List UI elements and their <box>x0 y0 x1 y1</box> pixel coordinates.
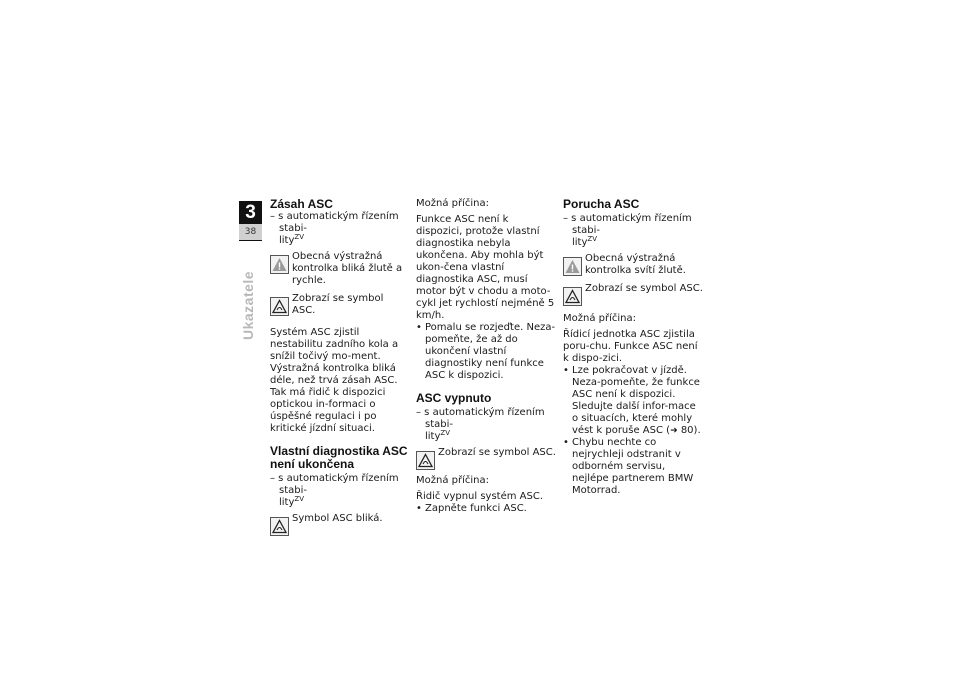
bullet-item: • Zapněte funkci ASC. <box>416 503 556 515</box>
column-1 <box>270 198 408 533</box>
warning-note: Obecná výstražná kontrolka bliká žlutě a rychle. <box>270 251 408 287</box>
chapter-number: 3 <box>245 202 256 223</box>
condition-line: – s automatickým řízením stabi- lity$^{ZV}$ <box>563 213 692 248</box>
condition-line: – s automatickým řízením stabi- lity$^{ZV}$ <box>416 407 545 442</box>
heading-self-diagnosis: Vlastní diagnostika ASC není ukončena <box>270 444 408 471</box>
possible-cause-label: Možná příčina: <box>416 198 489 209</box>
heading-asc-off: ASC vypnuto <box>416 391 492 405</box>
heading-asc-intervention: Zásah ASC <box>270 197 333 211</box>
heading-asc-fault: Porucha ASC <box>563 197 640 211</box>
condition-line: – s automatickým řízením stabi- lity$^{ZV}$ <box>270 473 399 508</box>
possible-cause-label: Možná příčina: <box>416 475 489 486</box>
asc-symbol-note: Zobrazí se symbol ASC. <box>563 283 703 303</box>
asc-symbol-icon <box>270 297 289 316</box>
asc-symbol-icon <box>416 451 435 470</box>
page-reference-arrow-icon: ➜ <box>670 426 678 436</box>
cause-description: Funkce ASC není k dispozici, protože vlastní diagnostika nebyla ukončena. Aby mohla být ukon-čena vlastní diagnostika ASC, musí motor být v chodu a moto-cykl jet rychlostí nejméně 5 km/h. <box>416 214 555 321</box>
asc-symbol-icon <box>563 287 582 306</box>
page-number: 38 <box>239 224 262 240</box>
cause-line: Řidič vypnul systém ASC. <box>416 491 544 502</box>
column-3 <box>563 198 703 497</box>
warning-triangle-icon <box>563 257 582 276</box>
intervention-description: Systém ASC zjistil nestabilitu zadního kola a snížil točivý mo-ment. Výstražná kontrolka bliká déle, než trvá zásah ASC. Tak má řidič k dispozici optickou in-formaci o úspěšné regulaci i po kritické jízdní situaci. <box>270 327 399 434</box>
possible-cause-label: Možná příčina: <box>563 313 636 324</box>
warning-note: Obecná výstražná kontrolka svítí žlutě. <box>563 253 703 277</box>
condition-line: – s automatickým řízením stabi- lity$^{ZV}$ <box>270 211 399 246</box>
column-2 <box>416 198 556 515</box>
asc-symbol-icon <box>270 517 289 536</box>
asc-symbol-note: Zobrazí se symbol ASC. <box>416 447 556 467</box>
bullet-item: • Pomalu se rozjeďte. Neza-pomeňte, že až do ukončení vlastní diagnostiky není funkce ASC k dispozici. <box>416 322 556 382</box>
bullet-item: • Chybu nechte co nejrychleji odstranit v odborném servisu, nejlépe partnerem BMW Motorrad. <box>563 437 703 497</box>
page-reference[interactable]: 80 <box>680 425 694 436</box>
bullet-item: • Lze pokračovat v jízdě. Neza-pomeňte, že funkce ASC není k dispozici. Sledujte další infor-mace o situacích, které mohly vést k poruše ASC (➜ 80). <box>563 365 703 437</box>
section-side-label: Ukazatele <box>240 270 256 340</box>
cause-description: Řídicí jednotka ASC zjistila poru-chu. Funkce ASC není k dispo-zici. <box>563 329 698 364</box>
chapter-tab <box>239 201 262 241</box>
asc-symbol-note: Zobrazí se symbol ASC. <box>270 293 408 317</box>
asc-flashing-note: Symbol ASC bliká. <box>270 513 408 533</box>
warning-triangle-icon <box>270 255 289 274</box>
